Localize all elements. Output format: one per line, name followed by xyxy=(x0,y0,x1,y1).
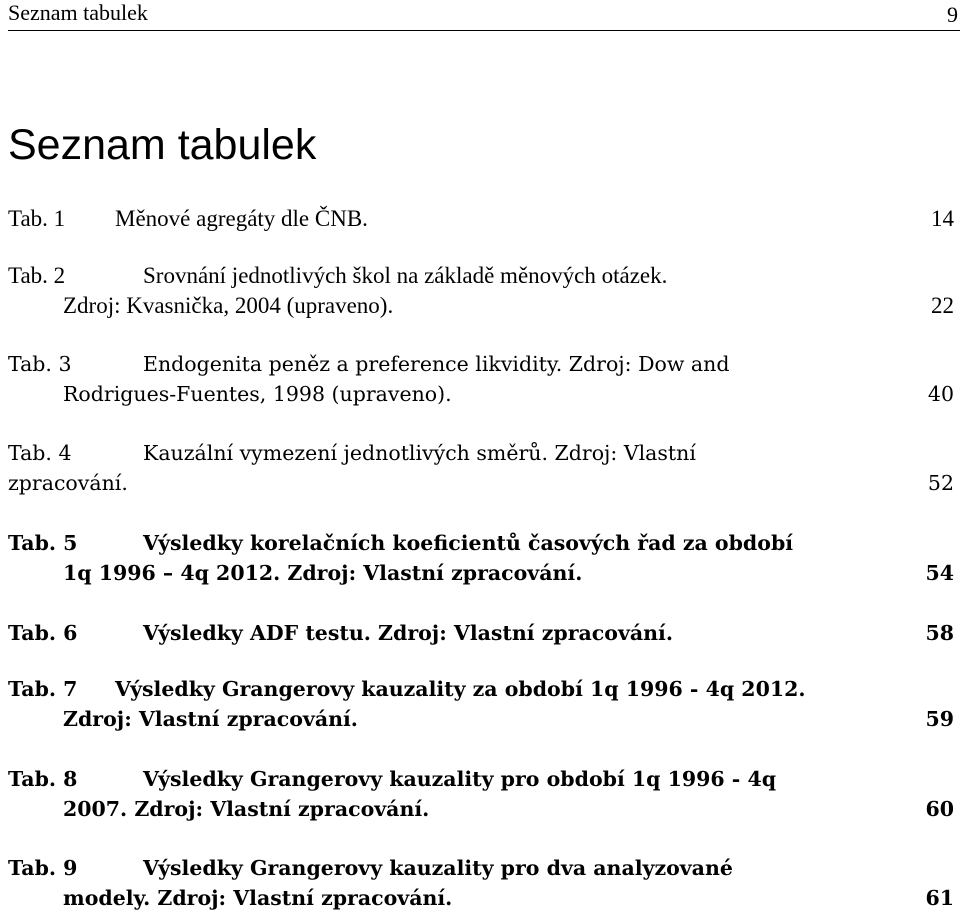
running-header xyxy=(8,0,960,31)
entry-caption: Výsledky korelačních koeficientů časových řad za období xyxy=(143,531,794,555)
entry-caption: Srovnání jednotlivých škol na základě měnových otázek. xyxy=(143,263,668,288)
entry-page-number: 60 xyxy=(925,797,954,821)
entry-caption: Měnové agregáty dle ČNB. xyxy=(115,206,368,231)
entry-label: Tab. 7 xyxy=(8,677,78,701)
entry-page-number: 58 xyxy=(925,621,954,645)
entry-page-number: 14 xyxy=(931,206,954,231)
toc-entry-tab-6[interactable] xyxy=(8,618,958,648)
toc-entry-tab-8[interactable] xyxy=(8,764,958,824)
toc-entry-tab-7[interactable] xyxy=(8,674,958,734)
entry-caption-continued: modely. Zdroj: Vlastní zpracování. xyxy=(63,886,453,910)
entry-caption: Endogenita peněz a preference likvidity. Zdroj: Dow and xyxy=(143,352,730,376)
entry-caption-continued: 1q 1996 – 4q 2012. Zdroj: Vlastní zpracování. xyxy=(63,561,583,585)
toc-entry-tab-1[interactable] xyxy=(8,204,958,234)
toc-entry-tab-5[interactable] xyxy=(8,528,958,588)
page-title: Seznam tabulek xyxy=(8,121,317,169)
entry-caption-continued: Zdroj: Vlastní zpracování. xyxy=(63,707,358,731)
entry-page-number: 22 xyxy=(931,293,954,318)
entry-label: Tab. 3 xyxy=(8,352,72,376)
entry-caption-continued: Zdroj: Kvasnička, 2004 (upraveno). xyxy=(63,293,394,318)
entry-caption: Výsledky ADF testu. Zdroj: Vlastní zpracování. xyxy=(143,621,673,645)
entry-label: Tab. 9 xyxy=(8,856,78,880)
entry-caption-continued: zpracování. xyxy=(8,471,128,495)
entry-caption: Kauzální vymezení jednotlivých směrů. Zdroj: Vlastní xyxy=(143,441,696,465)
entry-page-number: 40 xyxy=(927,382,954,406)
entry-label: Tab. 6 xyxy=(8,621,78,645)
entry-caption-continued: 2007. Zdroj: Vlastní zpracování. xyxy=(63,797,430,821)
entry-caption: Výsledky Grangerovy kauzality pro dva analyzované xyxy=(143,856,733,880)
toc-entry-tab-4[interactable] xyxy=(8,438,958,498)
entry-page-number: 61 xyxy=(925,886,954,910)
entry-label: Tab. 4 xyxy=(8,441,72,465)
entry-caption-continued: Rodrigues-Fuentes, 1998 (upraveno). xyxy=(63,382,452,406)
entry-label: Tab. 8 xyxy=(8,767,78,791)
entry-page-number: 52 xyxy=(927,471,954,495)
entry-label: Tab. 5 xyxy=(8,531,78,555)
running-header-title: Seznam tabulek xyxy=(8,0,148,25)
toc-entry-tab-3[interactable] xyxy=(8,349,958,409)
entry-caption: Výsledky Grangerovy kauzality pro období 1q 1996 - 4q xyxy=(143,767,777,791)
toc-entry-tab-9[interactable] xyxy=(8,853,958,913)
toc-entry-tab-2[interactable] xyxy=(8,261,958,321)
running-header-page-number: 9 xyxy=(947,2,958,27)
entry-page-number: 54 xyxy=(925,561,954,585)
entry-label: Tab. 2 xyxy=(8,263,66,288)
entry-caption: Výsledky Grangerovy kauzality za období 1q 1996 - 4q 2012. xyxy=(115,677,806,701)
entry-page-number: 59 xyxy=(925,707,954,731)
entry-label: Tab. 1 xyxy=(8,206,66,231)
